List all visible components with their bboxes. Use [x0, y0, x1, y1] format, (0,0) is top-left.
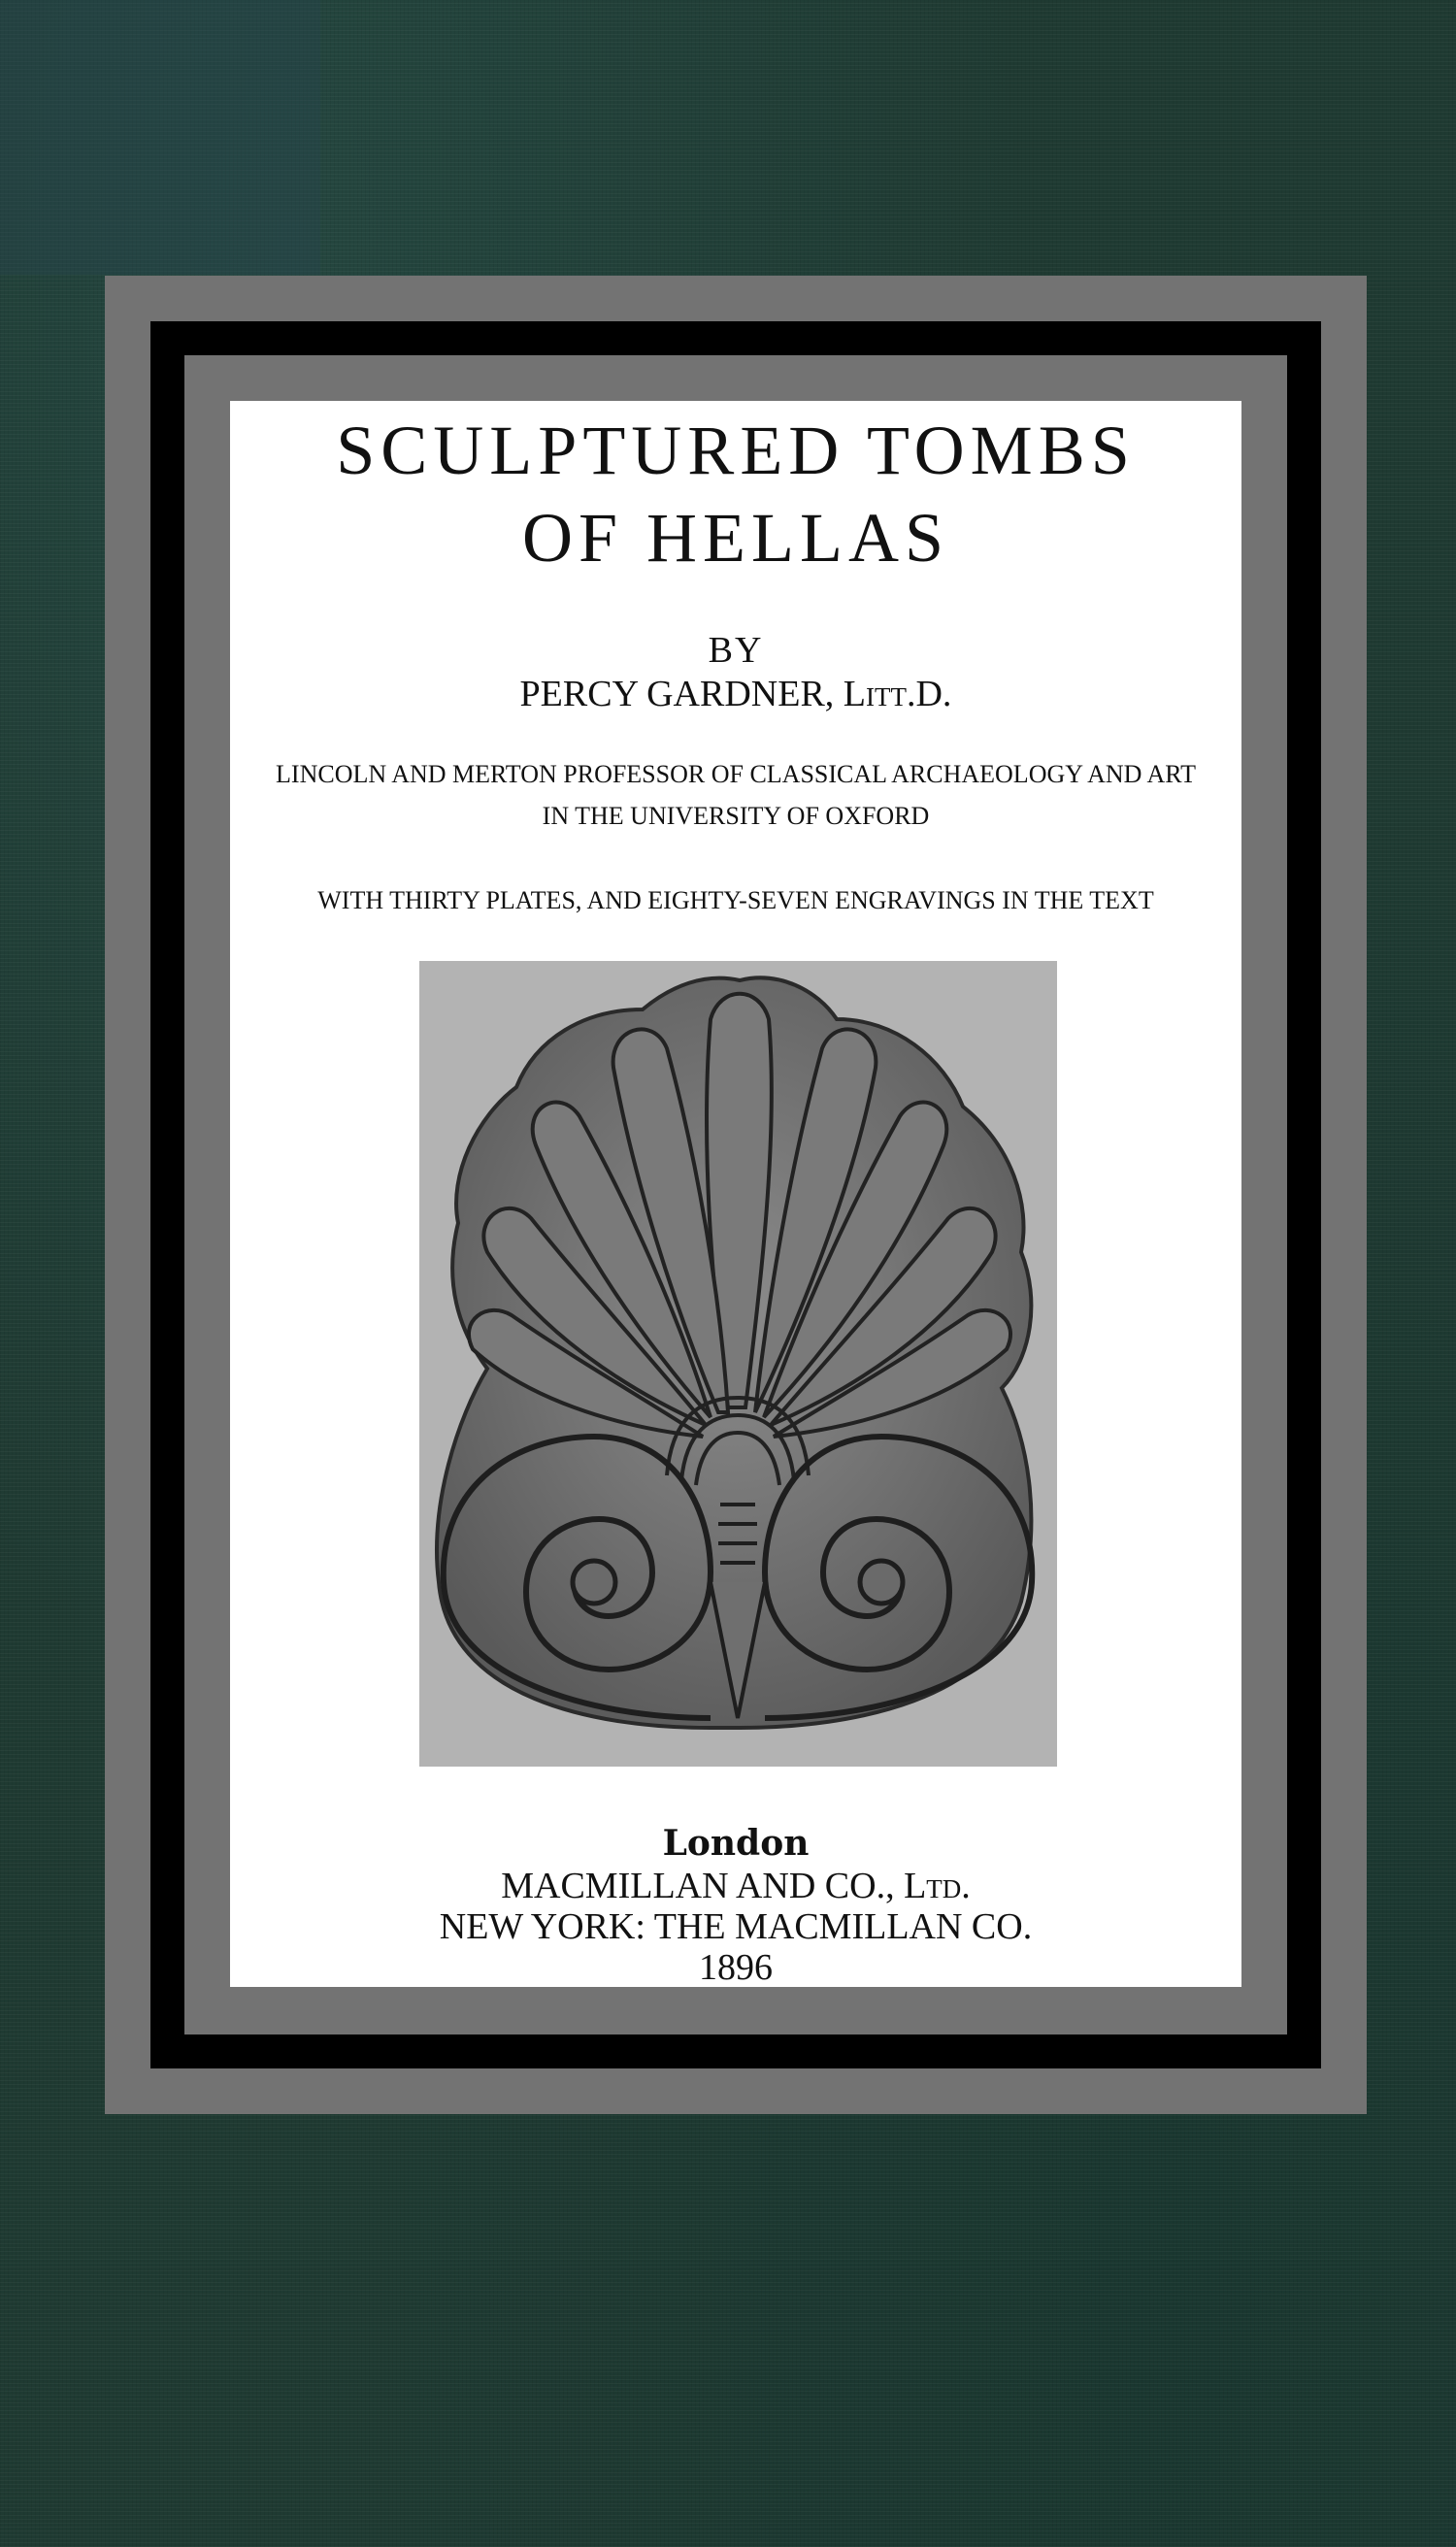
publisher-name: MACMILLAN AND CO.,: [501, 1866, 895, 1906]
publisher-line-2: NEW YORK: THE MACMILLAN CO.: [439, 1906, 1033, 1947]
cover-cloth-panel: [0, 0, 320, 275]
affiliation-line-2: IN THE UNIVERSITY OF OXFORD: [542, 802, 930, 830]
title-page: [230, 401, 1241, 1987]
publication-year: 1896: [699, 1947, 773, 1988]
illustrations-note: WITH THIRTY PLATES, AND EIGHTY-SEVEN ENGRAVINGS IN THE TEXT: [317, 886, 1154, 914]
author-name: PERCY GARDNER,: [519, 674, 835, 714]
publisher-line-1: [230, 1865, 1241, 1907]
affiliation-line-1: LINCOLN AND MERTON PROFESSOR OF CLASSICAL ARCHAEOLOGY AND ART: [276, 760, 1196, 788]
book-title-line-1: SCULPTURED TOMBS: [336, 412, 1136, 489]
anthemion-palmette-icon: [419, 961, 1057, 1767]
imprint-place: London: [662, 1823, 810, 1864]
book-title-line-2: OF HELLAS: [521, 499, 949, 577]
by-label: BY: [708, 630, 764, 671]
author-degree: Litt.D.: [843, 674, 952, 714]
author-line: [230, 673, 1241, 715]
publisher-suffix: Ltd.: [904, 1866, 971, 1906]
